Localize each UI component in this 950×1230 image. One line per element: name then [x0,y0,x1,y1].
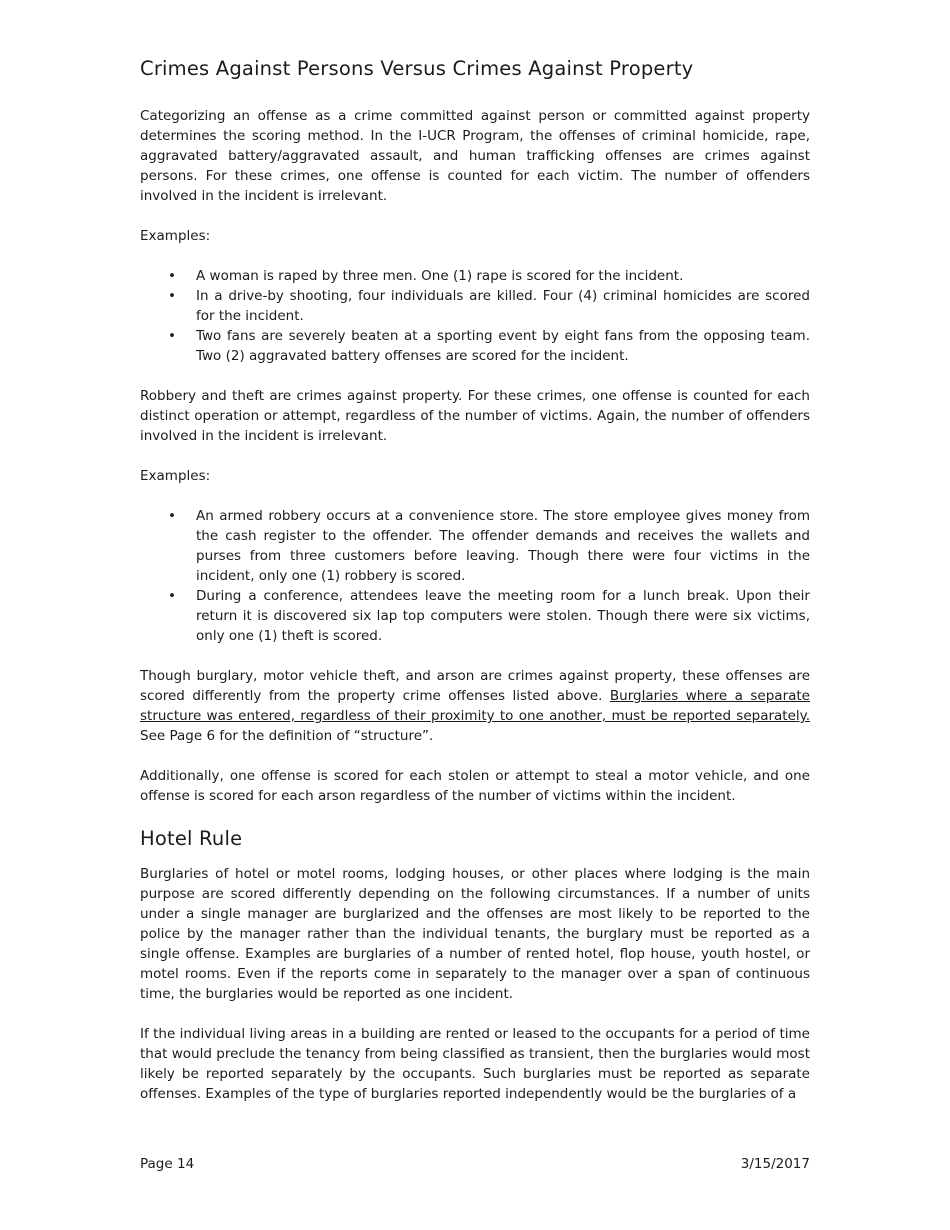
burglary-underlined-text: Burglaries where a separate structure was entered, regardless of their proximity to one another, must be reported separately. [140,688,810,724]
list-item: • Two fans are severely beaten at a sporting event by eight fans from the opposing team. Two (2) aggravated battery offenses are scored for the incident. [140,326,810,366]
examples-label: Examples: [140,228,211,244]
list-item: • An armed robbery occurs at a convenience store. The store employee gives money from the cash register to the offender. The offender demands and receives the wallets and purses from three customers before leaving. Though there were four victims in the incident, only one (1) robbery is scored. [140,506,810,586]
section-heading-crimes: Crimes Against Persons Versus Crimes Against Property [140,57,694,80]
property-paragraph: Robbery and theft are crimes against property. For these crimes, one offense is counted for each distinct operation or attempt, regardless of the number of victims. Again, the number of offenders involved in the incident is irrelevant. [140,388,810,444]
person-examples-list [140,266,810,366]
section-heading-hotel-rule: Hotel Rule [140,827,243,850]
page-number: Page 14 [140,1156,195,1172]
list-item: • A woman is raped by three men. One (1) rape is scored for the incident. [140,266,810,286]
hotel-paragraph-1: Burglaries of hotel or motel rooms, lodging houses, or other places where lodging is the main purpose are scored differently depending on the following circumstances. If a number of units under a single manager are burglarized and the offenses are most likely to be reported to the police by the manager rather than the individual tenants, the burglary must be reported as a single offense. Examples are burglaries of a number of rented hotel, flop house, youth hostel, or motel rooms. Even if the reports come in separately to the manager over a span of continuous time, the burglaries would be reported as one incident. [140,866,810,1002]
burglary-paragraph [140,666,810,746]
structure-reference-text: See Page 6 for the definition of “structure”. [140,728,434,744]
list-item: • In a drive-by shooting, four individuals are killed. Four (4) criminal homicides are scored for the incident. [140,286,810,326]
page-content [140,56,810,1124]
additional-paragraph: Additionally, one offense is scored for each stolen or attempt to steal a motor vehicle, and one offense is scored for each arson regardless of the number of victims within the incident. [140,768,810,804]
page-footer [140,1154,810,1174]
list-item: • During a conference, attendees leave the meeting room for a lunch break. Upon their return it is discovered six lap top computers were stolen. Though there were six victims, only one (1) theft is scored. [140,586,810,646]
hotel-paragraph-2: If the individual living areas in a building are rented or leased to the occupants for a period of time that would preclude the tenancy from being classified as transient, then the burglaries would most likely be reported separately by the occupants. Such burglaries must be reported as separate offenses. Examples of the type of burglaries reported independently would be the burglaries of a [140,1026,810,1102]
intro-paragraph: Categorizing an offense as a crime committed against person or committed against property determines the scoring method. In the I-UCR Program, the offenses of criminal homicide, rape, aggravated battery/aggravated assault, and human trafficking offenses are crimes against persons. For these crimes, one offense is counted for each victim. The number of offenders involved in the incident is irrelevant. [140,108,810,204]
page-date: 3/15/2017 [740,1156,810,1172]
property-examples-list [140,506,810,646]
burglary-text: Though burglary, motor vehicle theft, and arson are crimes against property, these offenses are scored differently from the property crime offenses listed above. [140,668,810,704]
examples-label: Examples: [140,468,211,484]
